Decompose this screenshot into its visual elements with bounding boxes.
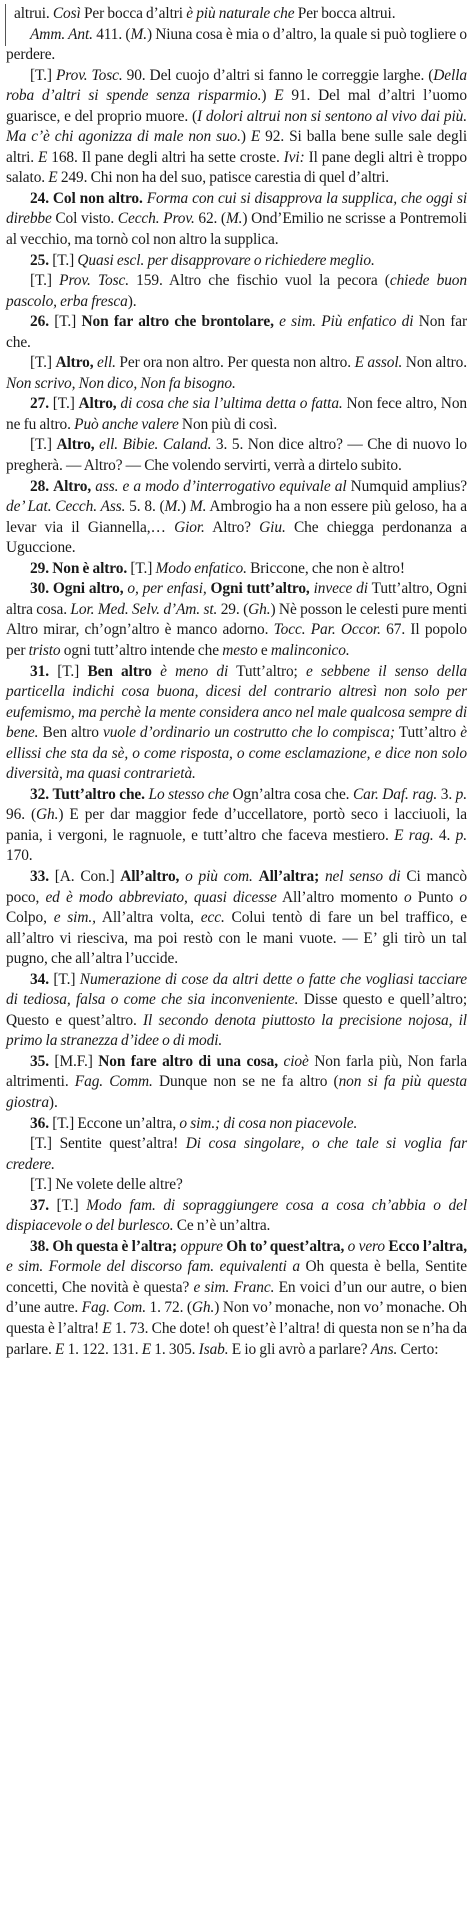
text-run: Ce n’è un’altra. (173, 1217, 271, 1235)
paragraph-p11 (6, 559, 467, 580)
italic-run: M. (164, 498, 182, 516)
italic-run: Isab. (198, 1340, 229, 1358)
text-run: [T.] (48, 251, 78, 269)
text-run: 1. 73. Che dote! oh quest’è l’altra! di questa non se n’ha da parlare. (6, 1320, 467, 1358)
text-run: 170. (6, 847, 33, 865)
text-run: [T.] Sentite quest’altra! (30, 1135, 186, 1153)
text-run: Tutt’altro; (228, 662, 307, 680)
text-run: Briccone, che non è altro! (246, 559, 405, 577)
italic-run: Di cosa singolare, o che tale si voglia far credere. (6, 1135, 467, 1173)
text-run: ) Ond’Emilio ne scrisse a Pontremoli al vecchio, ma tornò col non altro la supplica. (6, 210, 467, 249)
bold-run: 35. (30, 1052, 49, 1070)
text-run: [T.] Eccone un’altra, (48, 1114, 180, 1132)
text-run: Altro? (204, 518, 260, 536)
italic-run: M. (189, 498, 207, 516)
text-run: Numquid amplius? (346, 477, 468, 495)
bold-run: All’altra; (258, 867, 320, 885)
bold-run: 31. (30, 662, 49, 680)
text-run: 91. Del mal d’altri l’uomo guarisce, e del proprio muore. ( (6, 87, 468, 125)
italic-run: E (55, 1340, 65, 1358)
italic-run: ell. (97, 354, 116, 372)
text-run (152, 663, 160, 680)
italic-run: Tocc. Par. Occor. (273, 621, 381, 639)
italic-run: I dolori altrui non si sentono al vivo dai più. Ma c’è chi agonizza di male non suo. (6, 107, 467, 146)
paragraph-p17 (6, 1052, 467, 1114)
italic-run: Prov. Tosc. (55, 66, 123, 84)
italic-run: Car. Daf. rag. (353, 785, 438, 803)
text-run: [T.] (48, 313, 82, 331)
bold-run: 26. (30, 313, 49, 331)
text-run: Per ora non altro. Per questa non altro. (115, 354, 355, 372)
text-run: [T.] (30, 436, 57, 454)
italic-run: Numerazione di cose da altri dette o fatte che vogliasi tacciare di tediosa, falsa o come che sia inconveniente. (6, 970, 467, 1009)
text-run: ) Non vo’ monache, non vo’ monache. Oh questa è l’altra! (6, 1299, 468, 1337)
italic-run: de’ Lat. Cecch. Ass. (6, 498, 126, 516)
italic-run: è ellissi che sta da sè, o come risposta, o come esclamazione, e dice non solo diversità, ma quasi contrarietà. (6, 724, 468, 783)
italic-run: tristo (28, 641, 61, 659)
italic-run: ed è modo abbreviato, quasi dicesse (45, 888, 277, 906)
text-run: Il pane degli altri è troppo salato. (6, 148, 468, 187)
italic-run: o sim.; di cosa non piacevole. (179, 1114, 358, 1132)
bold-run: 24. Col non altro. (30, 189, 143, 207)
text-run: Dunque non se ne fa altro ( (152, 1073, 339, 1091)
italic-run: di cosa che sia l’ultima detta o fatta. (120, 395, 343, 413)
paragraph-p1 (6, 25, 467, 66)
text-run: altrui. (14, 5, 53, 22)
bold-run: Non far altro che brontolare, (81, 313, 274, 331)
italic-run: o (459, 888, 467, 906)
italic-run: Quasi escl. per disapprovare o richiedere meglio. (77, 251, 375, 269)
italic-run: Forma con cui si disapprova la supplica, che oggi si direbbe (6, 189, 468, 228)
italic-run: Prov. Tosc. (59, 272, 129, 290)
italic-run: E (102, 1320, 112, 1337)
paragraph-p0 (6, 4, 467, 25)
paragraph-p18 (6, 1114, 467, 1135)
bold-run: Tutt’altro che. (52, 785, 145, 803)
text-run: [M.F.] (48, 1052, 99, 1070)
italic-run: malinconico. (270, 641, 350, 659)
italic-run: Della roba d’altri si spende senza risparmio. (6, 66, 467, 105)
italic-run: E (48, 169, 58, 187)
italic-run: Lor. Med. Selv. d’Am. st. (70, 600, 218, 618)
bold-run: Oh questa è l’altra; (52, 1237, 178, 1255)
paragraph-p9 (6, 435, 467, 476)
text-run: 92. Si balla bene sulle sale degli altri. (6, 128, 467, 166)
bold-run: 27. (30, 395, 49, 413)
italic-run: vuole d’ordinario un costrutto che lo compisca; (102, 724, 395, 742)
bold-run: 25. (30, 251, 49, 269)
text-run: Non farla più, Non farla altrimenti. (6, 1052, 468, 1091)
text-run: 1. 72. ( (145, 1299, 192, 1317)
bold-run: 34. (30, 970, 49, 988)
paragraph-p2 (6, 66, 467, 189)
italic-run: M. (130, 25, 147, 43)
italic-run: Può anche valere (74, 415, 179, 433)
paragraph-p15 (6, 867, 467, 970)
text-run: 1. 122. 131. (64, 1340, 142, 1358)
text-run: e (257, 641, 271, 659)
italic-run: E rag. (394, 826, 434, 844)
paragraph-p4 (6, 251, 467, 272)
italic-run: e sebbene il senso della particella indichi cosa buona, dicesi del contrario altresì non solo per eufemismo, ma perchè la mente considera anco nel male qualcosa sempre di bene. (6, 662, 467, 742)
text-run: Per bocca altrui. (294, 5, 396, 22)
text-run: Tutt’altro (394, 724, 461, 742)
italic-run: ecc. (200, 909, 225, 927)
paragraph-p13 (6, 662, 467, 785)
text-run: 411. ( (92, 25, 131, 43)
bold-run: Non fare altro di una cosa, (98, 1052, 279, 1070)
italic-run: mesto (222, 641, 258, 659)
text-run: 62. ( (194, 210, 226, 228)
italic-run: e sim. Franc. (193, 1278, 275, 1296)
text-run: [T.] (48, 970, 80, 988)
text-run: [A. Con.] (48, 867, 121, 885)
text-run: All’altra volta, (95, 909, 201, 927)
text-run: All’altro momento (276, 888, 404, 906)
italic-run: M. (225, 210, 243, 228)
text-run: Per bocca d’altri (80, 5, 187, 22)
text-run: E io gli avrò a parlare? (228, 1340, 371, 1358)
text-run: ) (240, 128, 251, 146)
italic-run: ell. Bibie. Caland. (99, 436, 212, 454)
bold-run: Ogni altro, (52, 580, 124, 598)
italic-run: Fag. Comm. (74, 1073, 153, 1091)
italic-run: Il secondo denota piuttosto la precisione nojosa, il primo la stranezza d’idee o di modi. (6, 1011, 467, 1050)
text-run: [T.] (48, 395, 79, 413)
entry-text-body (6, 4, 467, 1360)
bold-run: 37. (30, 1196, 49, 1214)
italic-run: chiede buon pascolo, erba fresca (6, 272, 467, 310)
text-run: Disse questo e quell’altro; Questo e quest’altro. (6, 991, 467, 1029)
text-run: 5. 8. ( (125, 498, 165, 516)
italic-run: Giu. (259, 518, 286, 536)
italic-run: o più com. (185, 867, 253, 885)
text-run: ) E per dar maggior fede d’uccellatore, portò seco i lacciuoli, la pania, i vergoni, le ragnuole, e tutt’altro che faceva mestiero. (6, 806, 467, 844)
italic-run: nel senso di (324, 867, 401, 885)
italic-run: E (274, 87, 284, 105)
bold-run: 36. (30, 1114, 49, 1132)
italic-run: p. (455, 826, 467, 844)
bold-run: 38. (30, 1237, 49, 1255)
italic-run: Amm. Ant. (30, 25, 93, 43)
text-run: Punto (411, 888, 460, 906)
bold-run: Altro, (53, 477, 92, 495)
italic-run: e sim., (53, 909, 96, 927)
column-rule (5, 4, 6, 46)
text-run: ) (261, 87, 275, 105)
text-run: 67. Il popolo per (6, 621, 467, 659)
bold-run: Oh to’ quest’altra, (226, 1237, 345, 1255)
paragraph-p19 (6, 1134, 467, 1175)
italic-run: Gh. (248, 600, 271, 618)
text-run: 159. Altro che fischio vuol la pecora ( (128, 272, 390, 290)
text-run: Certo: (397, 1340, 439, 1358)
bold-run: 30. (30, 580, 49, 598)
bold-run: Ogni tutt’altro, (210, 580, 310, 598)
text-run: 29. ( (217, 600, 249, 618)
italic-run: o (403, 888, 412, 906)
text-run: [T.] (48, 1196, 87, 1214)
paragraph-p16 (6, 970, 467, 1052)
text-run: 4. (433, 826, 456, 844)
text-run: Ogn’altra cosa che. (228, 785, 353, 803)
bold-run: Altro, (55, 354, 94, 372)
bold-run: 32. (30, 785, 49, 803)
italic-run: Fag. Com. (81, 1299, 146, 1317)
text-run: 249. Chi non ha del suo, patisce carestia di quel d’altri. (57, 169, 389, 187)
text-run: Non altro. (402, 354, 467, 372)
text-run: ) Niuna cosa è mia o d’altro, la quale si può togliere o perdere. (6, 25, 467, 64)
text-run: Tutt’altro, Ogni altra cosa. (6, 580, 468, 618)
italic-run: E assol. (354, 354, 403, 372)
bold-run: Non è altro. (52, 559, 128, 577)
text-run: ogni tutt’altro intende che (60, 641, 223, 659)
text-run: [T.] (30, 354, 56, 372)
text-run: Che chiegga perdonanza a Uguccione. (6, 518, 468, 557)
text-run: 168. Il pane degli altri ha sette croste. (47, 148, 284, 166)
italic-run: è più naturale che (186, 5, 295, 22)
italic-run: e sim. Formole del discorso fam. equivalenti a (6, 1258, 300, 1276)
paragraph-p20 (6, 1175, 467, 1196)
text-run: 96. ( (6, 806, 36, 824)
text-run: ) (181, 498, 190, 516)
text-run: Colui tentò di fare un bel traffico, e all’altro vi riesciva, ma poi restò con le mani vuote. — E’ gli tirò un tal pugno, che all’altra l’uccide. (6, 909, 467, 968)
paragraph-p21 (6, 1196, 467, 1237)
bold-run: Ecco l’altra, (388, 1237, 468, 1255)
text-run: ). (127, 292, 137, 310)
italic-run: o vero (347, 1237, 385, 1255)
italic-run: o, per enfasi, (127, 580, 207, 598)
paragraph-p14 (6, 785, 467, 867)
italic-run: è meno di (160, 662, 229, 680)
italic-run: Così (52, 5, 81, 22)
paragraph-p5 (6, 271, 467, 312)
italic-run: cioè (283, 1052, 309, 1070)
italic-run: Ans. (370, 1340, 398, 1358)
paragraph-p22 (6, 1237, 467, 1360)
italic-run: Gior. (174, 518, 205, 536)
italic-run: oppure (180, 1237, 223, 1255)
text-run: [T.] (48, 662, 88, 680)
paragraph-p7 (6, 353, 467, 394)
bold-run: Ben altro (87, 662, 152, 680)
text-run: En voici d’un our autre, o bien d’une autre. (6, 1278, 467, 1317)
bold-run: 33. (30, 867, 49, 885)
text-run: ) Nè posson le celesti pure menti Altro mirar, ch’ogn’altro è manco adorno. (6, 600, 468, 639)
italic-run: e sim. Più enfatico di (279, 313, 414, 331)
text-run: 3. (437, 785, 456, 803)
text-run: Col visto. (51, 210, 118, 228)
paragraph-p12 (6, 579, 467, 661)
text-run: [T.] (30, 66, 56, 84)
paragraph-p3 (6, 189, 467, 251)
bold-run: Altro, (78, 395, 117, 413)
text-run: Ben altro (38, 724, 103, 742)
bold-run: All’altro, (120, 867, 180, 885)
italic-run: Modo fam. di sopraggiungere cosa a cosa ch’abbia o del dispiacevole o del burlesco. (6, 1196, 468, 1235)
text-run: 3. 5. Non dice altro? — Che di nuovo lo pregherà. — Altro? — Che volendo servirti, verrà a dirtelo subito. (6, 436, 467, 475)
italic-run: p. (455, 785, 468, 803)
text-run: [T.] (30, 272, 60, 290)
italic-run: Lo stesso che (148, 785, 229, 803)
italic-run: E (37, 148, 48, 166)
italic-run: E (141, 1340, 152, 1358)
italic-run: Cecch. Prov. (117, 210, 195, 228)
italic-run: E (250, 128, 261, 146)
italic-run: Modo enfatico. (155, 559, 247, 577)
paragraph-p6 (6, 312, 467, 353)
text-run: Non fece altro, Non ne fu altro. (6, 395, 468, 433)
bold-run: Altro, (56, 436, 95, 454)
paragraph-p8 (6, 394, 467, 435)
italic-run: ass. e a modo d’interrogativo equivale al (95, 477, 347, 495)
bold-run: 28. (30, 477, 49, 495)
text-run: Oh questa è bella, Sentite concetti, Che novità è questa? (6, 1258, 467, 1296)
italic-run: Gh. (191, 1299, 215, 1317)
text-run: [T.] (127, 559, 156, 577)
italic-run: non si fa più questa giostra (6, 1073, 467, 1111)
italic-run: Gh. (36, 806, 59, 824)
text-run: Ci mancò poco, (6, 867, 468, 906)
text-run: Colpo, (6, 909, 54, 927)
bold-run: 29. (30, 559, 49, 577)
text-run: ). (48, 1093, 58, 1111)
text-run: [T.] Ne volete delle altre? (30, 1176, 183, 1194)
text-run: Non far che. (6, 313, 468, 351)
text-run: Ambrogio ha a non essere più geloso, ha a levar via il Giannella,… (6, 498, 467, 536)
italic-run: Ivi: (283, 148, 305, 166)
italic-run: invece di (313, 580, 368, 598)
text-run: 1. 305. (151, 1340, 199, 1358)
text-run: 90. Del cuojo d’altri si fanno le correggie larghe. ( (122, 66, 434, 84)
text-run: Non più di così. (178, 415, 278, 433)
paragraph-p10 (6, 477, 467, 559)
italic-run: Non scrivo, Non dico, Non fa bisogno. (6, 374, 236, 392)
